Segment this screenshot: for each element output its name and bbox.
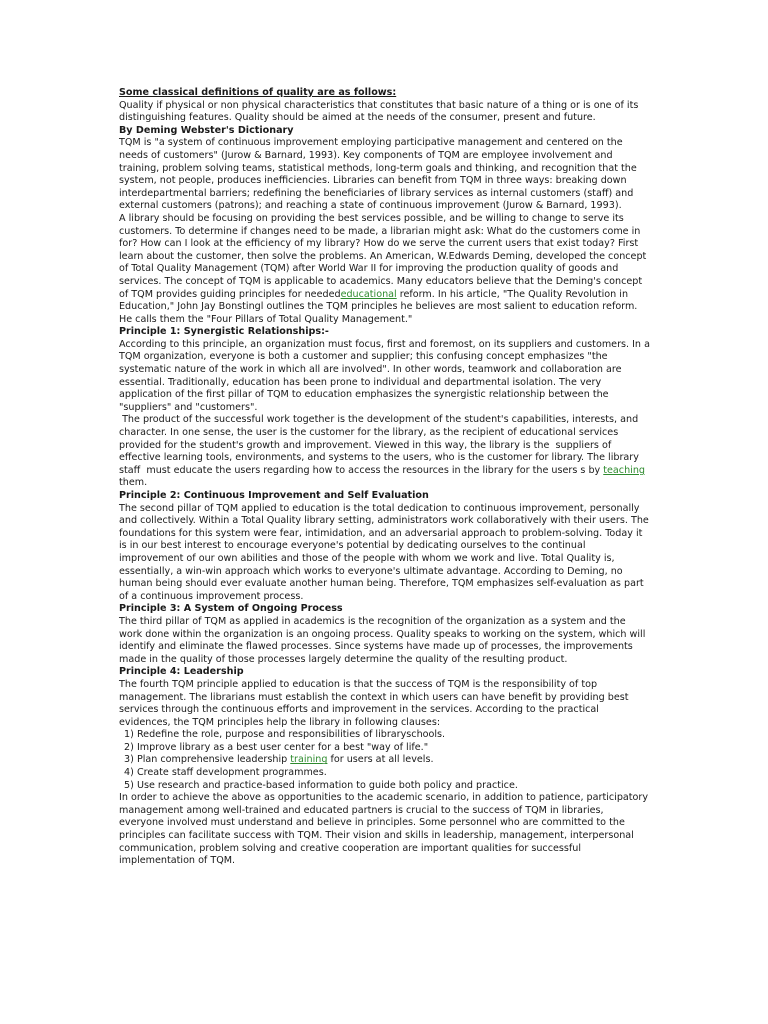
principle-1-text-2-start: The product of the successful work together is the development of the student's capabilities, interests, and character. In one sense, the user is the customer for the library, as the recipient of educational services provided for the student's growth and improvement. Viewed in this way, the library is the suppliers of effective learning tools, environments, and systems to the users, who is the customer for library. The library staff must educate the users regarding how to access the resources in the library for the users s by: [119, 414, 642, 476]
list-item-2: 2) Improve library as a best user center for a best "way of life.": [121, 741, 429, 753]
list-item-3: [119, 754, 651, 767]
list-item-3-start: 3) Plan comprehensive leadership: [121, 754, 291, 766]
document-title: Some classical definitions of quality are as follows:: [119, 87, 397, 98]
principle-1-heading: Principle 1: Synergistic Relationships:-: [119, 326, 329, 338]
library-paragraph-end: reform. In his article, "The Quality Revolution in Education," John Jay Bonstingl outlines the TQM principles he believes are most salient to education reform. He calls them the "Four Pillars of Total Quality Management.": [119, 288, 638, 325]
list-item-3-end: for users at all levels.: [327, 754, 434, 766]
document-page: [119, 87, 651, 868]
principle-2-text: The second pillar of TQM applied to education is the total dedication to continuous improvement, personally and collectively. Within a Total Quality library setting, administrators work collaboratively with their users. The foundations for this system were fear, intimidation, and an adversarial approach to problem-solving. Today it is in our best interest to encourage everyone's potential by dedicating ourselves to the continual improvement of our own abilities and those of the people with whom we work and live. Total Quality is, essentially, a win-win approach which works to everyone's ultimate advantage. According to Deming, no human being should ever evaluate another human being. Therefore, TQM emphasizes self-evaluation as part of a continuous improvement process.: [119, 502, 649, 602]
list-item-1: 1) Redefine the role, purpose and responsibilities of libraryschools.: [121, 729, 446, 741]
library-paragraph-start: A library should be focusing on providing the best services possible, and be willing to change to serve its customers. To determine if changes need to be made, a librarian might ask: What do the customers come in for? How can I look at the efficiency of my library? How do we serve the current users that exist today? First learn about the customer, then solve the problems. An American, W.Edwards Deming, developed the concept of Total Quality Management (TQM) after World War II for improving the production quality of goods and services. The concept of TQM is applicable to academics. Many educators believe that the Deming's concept of TQM provides guiding principles for needed: [119, 212, 647, 300]
library-paragraph: [119, 213, 651, 326]
principle-1-text: According to this principle, an organization must focus, first and foremost, on its suppliers and customers. In a TQM organization, everyone is both a customer and supplier; this confusing concept emphasizes "the systematic nature of the work in which all are involved". In other words, teamwork and collaboration are essential. Traditionally, education has been prone to individual and departmental isolation. The very application of the first pillar of TQM to education emphasizes the synergistic relationship between the "suppliers" and "customers".: [119, 338, 650, 413]
webster-heading: By Deming Webster's Dictionary: [119, 124, 294, 136]
principle-4-text: The fourth TQM principle applied to education is that the success of TQM is the responsibility of top management. The librarians must establish the context in which users can have benefit by providing best services through the continuous efforts and improvement in the services. According to the practical evidences, the TQM principles help the library in following clauses:: [119, 678, 629, 728]
principle-1-text-2-end: them.: [119, 464, 649, 489]
educational-link[interactable]: educational: [340, 288, 397, 300]
conclusion-paragraph: In order to achieve the above as opportunities to the academic scenario, in addition to patience, participatory management among well-trained and educated partners is crucial to the success of TQM in libraries, everyone involved must understand and believe in principles. Some personnel who are committed to the principles can facilitate success with TQM. Their vision and skills in leadership, management, interpersonal communication, problem solving and creative cooperation are important qualities for successful implementation of TQM.: [119, 792, 649, 867]
quality-definition: Quality if physical or non physical characteristics that constitutes that basic nature of a thing or is one of its distinguishing features. Quality should be aimed at the needs of the consumer, present and future.: [119, 99, 639, 124]
principle-4-heading: Principle 4: Leadership: [119, 666, 244, 678]
teaching-link[interactable]: teaching: [603, 464, 645, 476]
principle-2-heading: Principle 2: Continuous Improvement and Self Evaluation: [119, 490, 429, 501]
list-item-4: 4) Create staff development programmes.: [121, 767, 327, 779]
list-item-5: 5) Use research and practice-based information to guide both policy and practice.: [121, 779, 518, 791]
principle-3-heading: Principle 3: A System of Ongoing Process: [119, 603, 343, 615]
principle-3-text: The third pillar of TQM as applied in academics is the recognition of the organization as a system and the work done within the organization is an ongoing process. Quality speaks to working on the system, which will identify and eliminate the flawed processes. Since systems have made up of processes, the improvements made in the quality of those processes largely determine the quality of the resulting product.: [119, 615, 646, 665]
tqm-definition: TQM is "a system of continuous improvement employing participative management and centered on the needs of customers" (Jurow & Barnard, 1993). Key components of TQM are employee involvement and training, problem solving teams, statistical methods, long-term goals and thinking, and recognition that the system, not people, produces inefficiencies. Libraries can benefit from TQM in three ways: breaking down interdepartmental barriers; redefining the beneficiaries of library services as internal customers (staff) and external customers (patrons); and reaching a state of continuous improvement (Jurow & Barnard, 1993).: [119, 137, 637, 212]
principle-1-text-2: [119, 414, 651, 490]
training-link[interactable]: training: [290, 754, 328, 766]
